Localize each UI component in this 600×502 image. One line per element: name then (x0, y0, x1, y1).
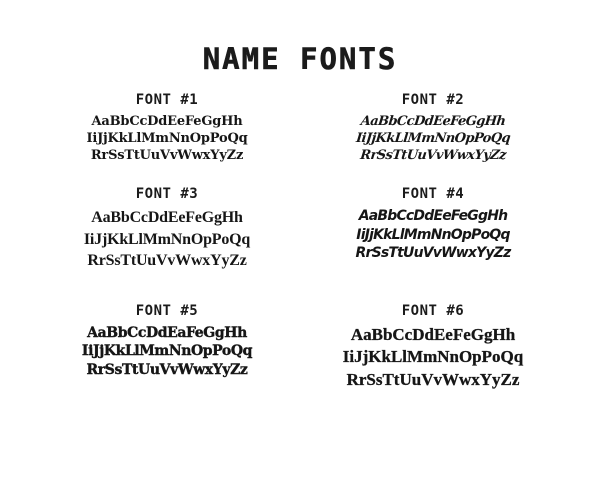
font-sample-4-label: FONT #4 (401, 186, 465, 203)
font-sample-5-line-2: IiJjKkLlMmNnOpPoQq (81, 343, 253, 360)
font-sample-2-line-3: RrSsTtUuVvWwxYyZz (359, 148, 507, 164)
font-sample-4-line-3: RrSsTtUuVvWwxYyZz (355, 245, 511, 262)
font-sample-3-label: FONT #3 (135, 186, 199, 203)
font-sample-6-line-1: AaBbCcDdEeFeGgHh (350, 324, 516, 344)
font-sample-1 (34, 92, 300, 164)
font-sample-2-line-1: AaBbCcDdEeFeGgHh (359, 114, 507, 129)
font-sample-3-line-2: IiJjKkLlMmNnOpPoQq (83, 230, 251, 248)
page-title: NAME FONTS (202, 42, 398, 76)
font-sample-3-line-1: AaBbCcDdEeFeGgHh (91, 209, 243, 227)
font-sample-6-line-3: RrSsTtUuVvWwxYyZz (346, 369, 520, 389)
font-sample-5-line-3: RrSsTtUuVvWwxYyZz (86, 361, 248, 378)
font-sample-1-line-3: RrSsTtUuVvWwxYyZz (90, 148, 244, 164)
font-sample-2-line-2: IiJjKkLlMmNnOpPoQq (355, 131, 511, 147)
font-sample-6-line-2: IiJjKkLlMmNnOpPoQq (342, 347, 524, 367)
font-sample-3 (34, 186, 300, 270)
font-sample-2 (300, 92, 566, 164)
font-grid (0, 92, 600, 391)
font-sample-3-line-3: RrSsTtUuVvWwxYyZz (87, 251, 247, 269)
font-sample-6 (300, 303, 566, 391)
font-sample-2-label: FONT #2 (401, 92, 465, 108)
font-sample-1-line-2: IiJjKkLlMmNnOpPoQq (86, 131, 248, 147)
font-sample-4-line-1: AaBbCcDdEeFeGgHh (358, 208, 508, 225)
font-sample-5 (34, 303, 300, 391)
font-sample-4-line-2: IiJjKkLlMmNnOpPoQq (356, 226, 510, 243)
font-sample-5-label: FONT #5 (135, 302, 199, 319)
font-sample-4 (300, 186, 566, 270)
font-sample-1-label: FONT #1 (135, 92, 199, 108)
font-sample-5-line-1: AaBbCcDdEaFeGgHh (87, 324, 247, 341)
font-sample-1-line-1: AaBbCcDdEeFeGgHh (91, 114, 243, 129)
font-sample-6-label: FONT #6 (401, 302, 465, 319)
font-sample-sheet (0, 42, 600, 502)
